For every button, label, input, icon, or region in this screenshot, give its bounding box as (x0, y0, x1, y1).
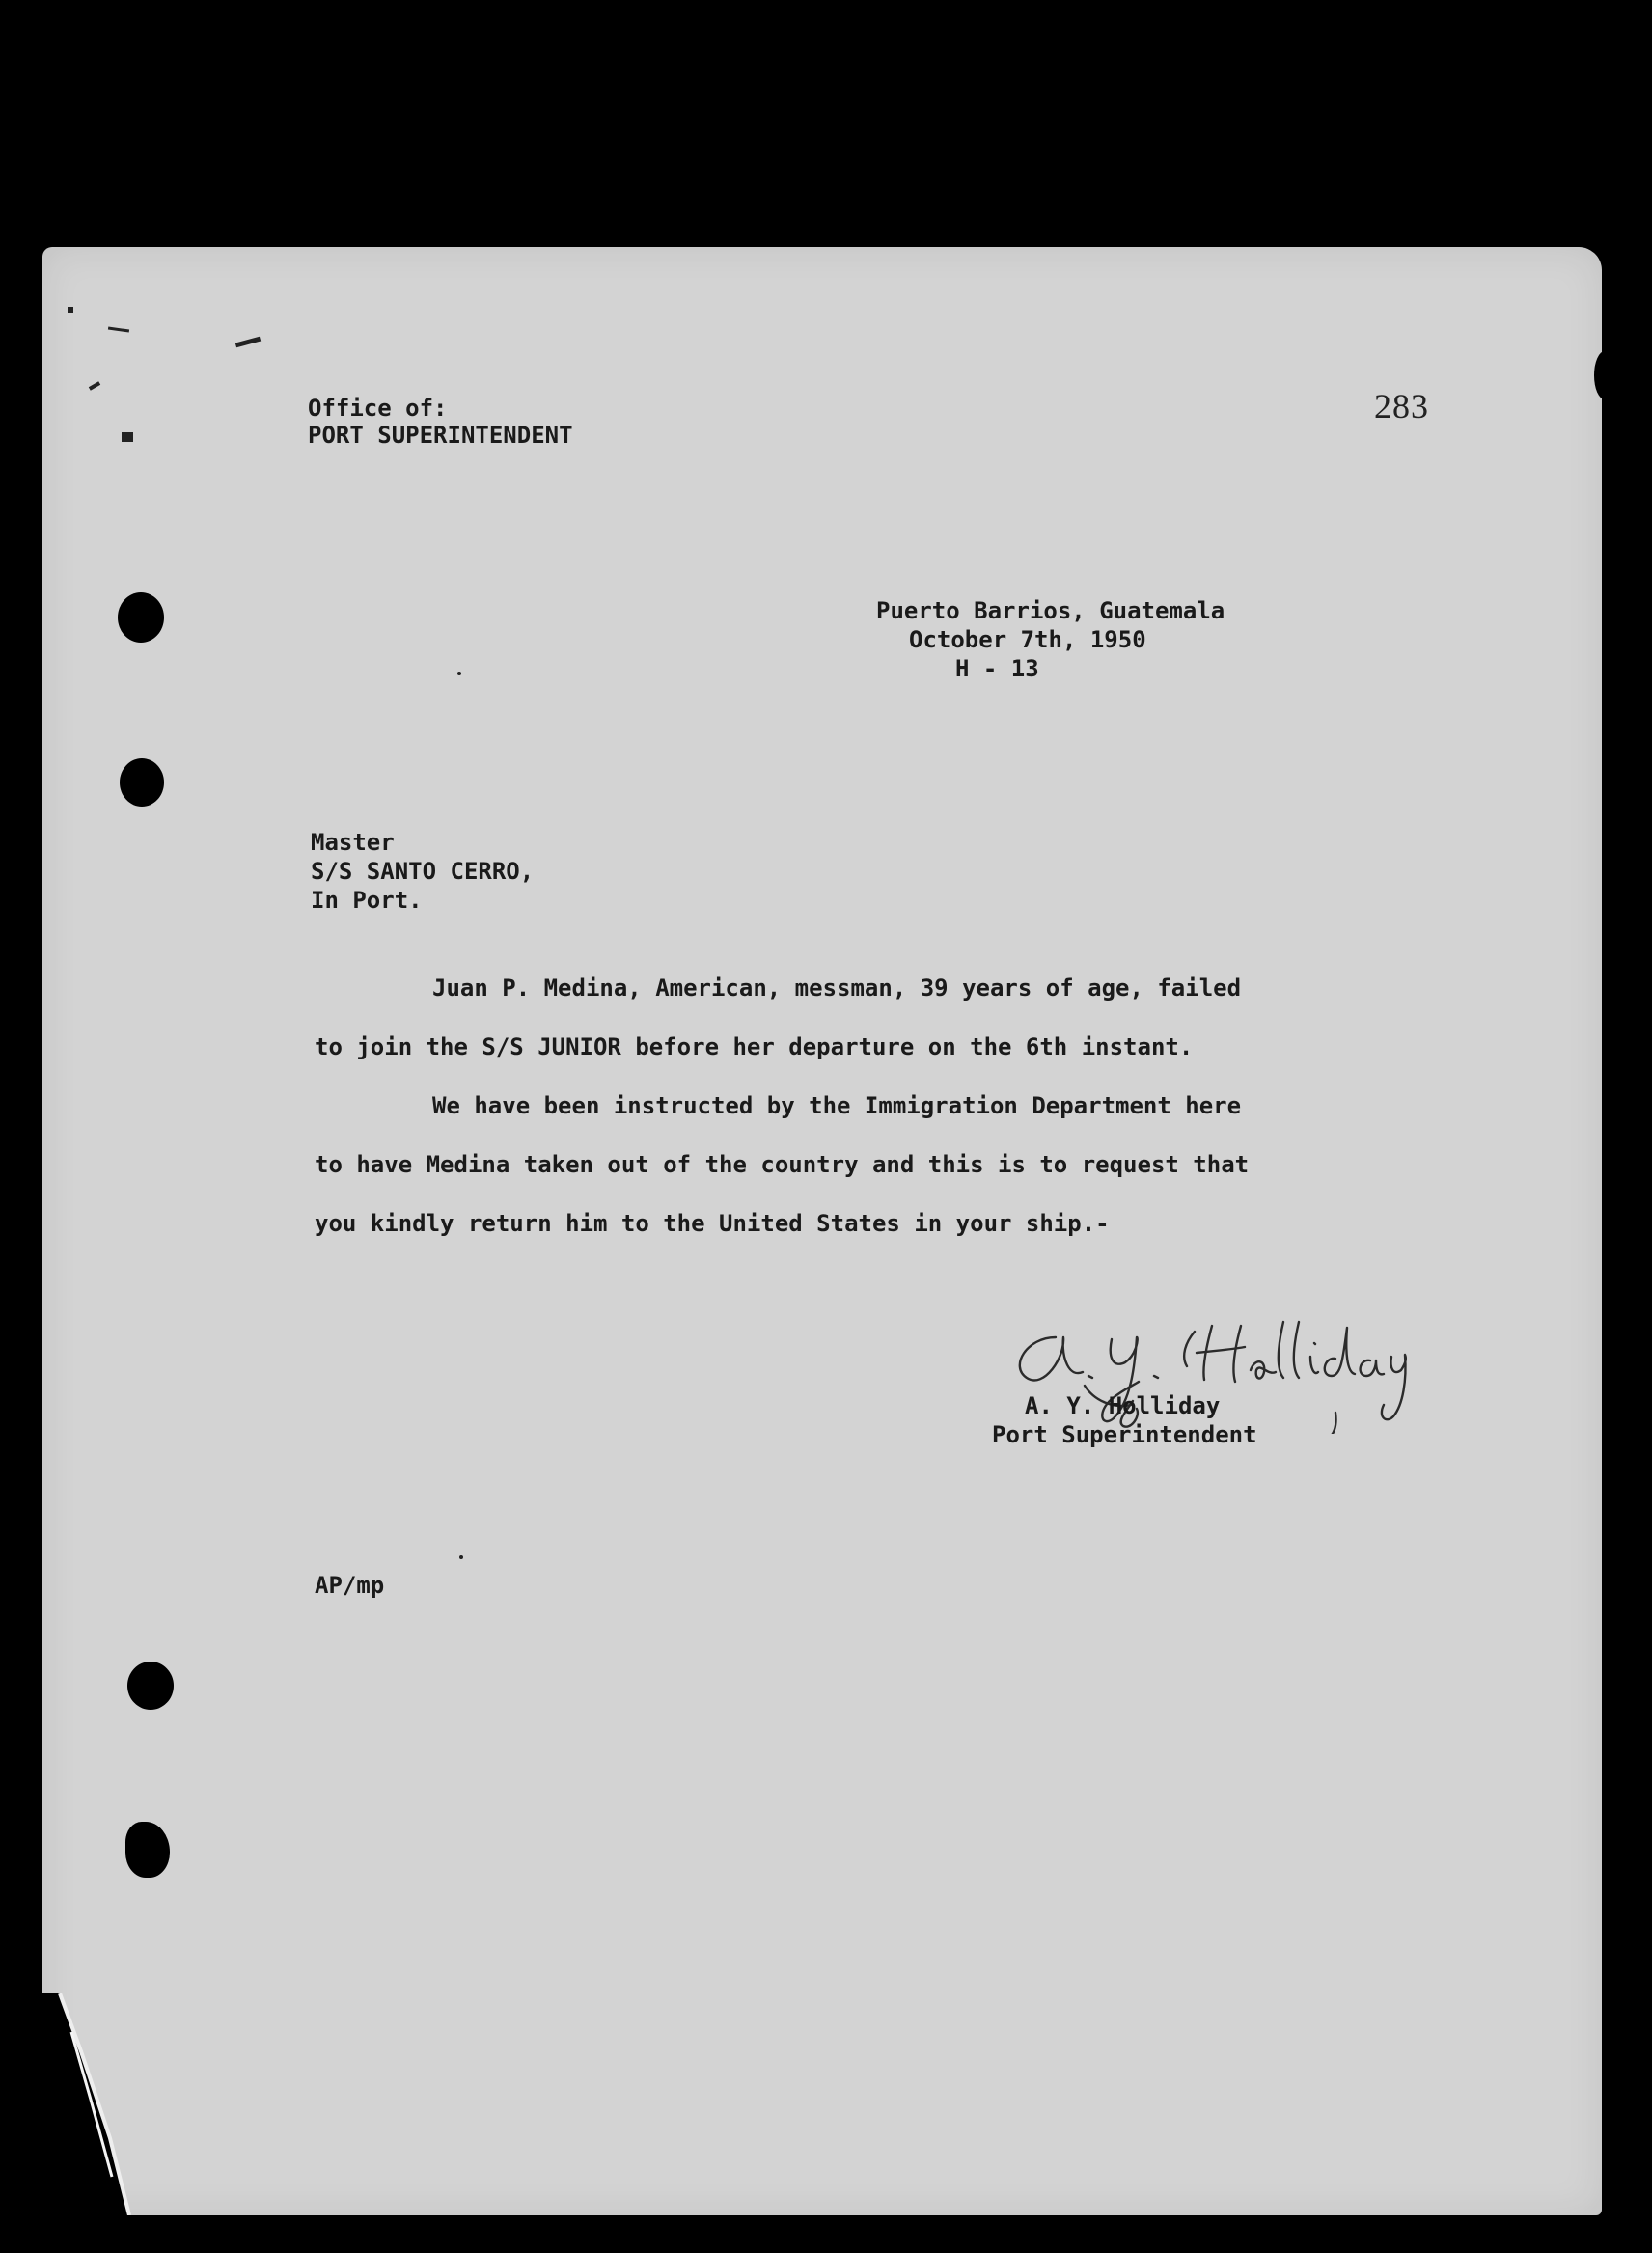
body-line-3: We have been instructed by the Immigration Department here (432, 1092, 1242, 1119)
punch-hole-2 (120, 758, 164, 807)
office-name: PORT SUPERINTENDENT (308, 422, 573, 449)
punch-hole-3 (127, 1662, 174, 1710)
punch-hole-right-edge (1594, 351, 1615, 399)
speck-mark (235, 337, 261, 348)
body-line-1: Juan P. Medina, American, messman, 39 years of age, failed (432, 975, 1242, 1002)
recipient-line-3: In Port. (311, 887, 423, 914)
place-line: Puerto Barrios, Guatemala (876, 597, 1225, 624)
body-line-5: you kindly return him to the United States in your ship.- (315, 1210, 1110, 1237)
reference-line: H - 13 (955, 655, 1039, 682)
speck-mark (457, 672, 461, 675)
typist-initials: AP/mp (315, 1572, 385, 1599)
torn-corner (42, 1993, 158, 2215)
speck-mark (108, 326, 129, 332)
recipient-line-1: Master (311, 829, 395, 856)
date-line: October 7th, 1950 (909, 626, 1146, 653)
speck-mark (68, 307, 73, 313)
office-label: Office of: (308, 395, 448, 422)
speck-mark (459, 1555, 463, 1559)
recipient-line-2: S/S SANTO CERRO, (311, 858, 535, 885)
punch-hole-4 (125, 1822, 170, 1878)
speck-mark (89, 381, 100, 390)
body-line-2: to join the S/S JUNIOR before her departure on the 6th instant. (315, 1033, 1194, 1060)
page-number: 283 (1374, 387, 1429, 426)
body-line-4: to have Medina taken out of the country and this is to request that (315, 1151, 1250, 1178)
signer-name: A. Y. Holliday (1025, 1392, 1221, 1419)
signer-title: Port Superintendent (992, 1421, 1257, 1448)
punch-hole-1 (118, 592, 164, 643)
speck-mark (122, 432, 133, 442)
letter-page (42, 247, 1602, 2215)
